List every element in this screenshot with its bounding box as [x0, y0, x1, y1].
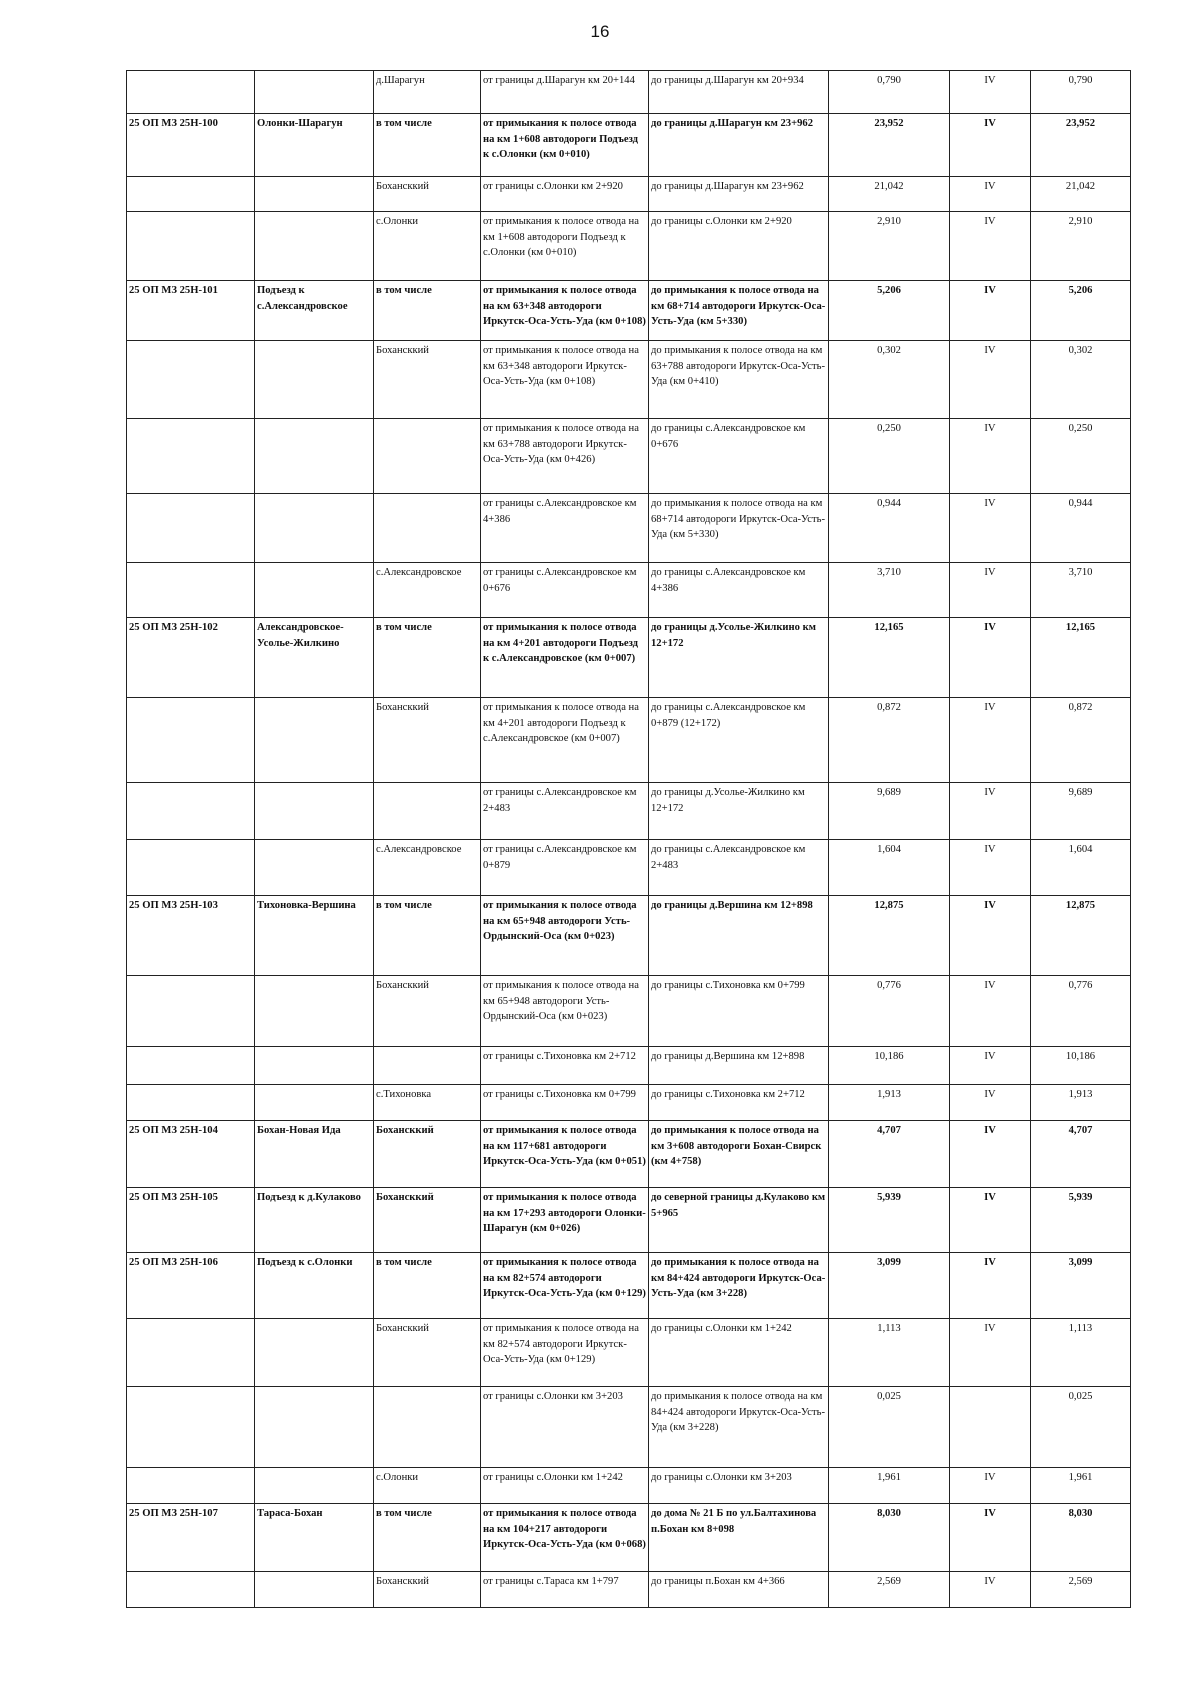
road-name-cell [255, 563, 374, 618]
road-code-cell [127, 494, 255, 563]
total-length-cell: 0,025 [1031, 1387, 1131, 1468]
section-end-cell: до границы п.Бохан км 4+366 [649, 1572, 829, 1608]
length-cell: 12,165 [829, 618, 950, 698]
table-row [127, 698, 1131, 783]
district-cell: Бохансккий [374, 1121, 481, 1188]
road-code-cell: 25 ОП МЗ 25Н-100 [127, 114, 255, 177]
category-cell: IV [950, 840, 1031, 896]
section-start-cell: от примыкания к полосе отвода на км 63+348 автодороги Иркутск-Оса-Усть-Уда (км 0+108) [481, 281, 649, 341]
district-cell: с.Олонки [374, 212, 481, 281]
length-cell: 5,206 [829, 281, 950, 341]
total-length-cell: 4,707 [1031, 1121, 1131, 1188]
section-end-cell: до границы с.Олонки км 1+242 [649, 1319, 829, 1387]
road-code-cell [127, 1468, 255, 1504]
total-length-cell: 21,042 [1031, 177, 1131, 212]
road-code-cell: 25 ОП МЗ 25Н-105 [127, 1188, 255, 1253]
table-row [127, 1047, 1131, 1085]
table-row [127, 71, 1131, 114]
category-cell: IV [950, 1085, 1031, 1121]
length-cell: 3,710 [829, 563, 950, 618]
section-end-cell: до границы д.Вершина км 12+898 [649, 1047, 829, 1085]
section-start-cell: от границы с.Олонки км 1+242 [481, 1468, 649, 1504]
road-name-cell [255, 1319, 374, 1387]
category-cell: IV [950, 71, 1031, 114]
category-cell [950, 1387, 1031, 1468]
length-cell: 3,099 [829, 1253, 950, 1319]
table-row [127, 1572, 1131, 1608]
length-cell: 0,302 [829, 341, 950, 419]
road-code-cell: 25 ОП МЗ 25Н-104 [127, 1121, 255, 1188]
length-cell: 21,042 [829, 177, 950, 212]
total-length-cell: 2,910 [1031, 212, 1131, 281]
section-end-cell: до границы д.Усолье-Жилкино км 12+172 [649, 618, 829, 698]
length-cell: 5,939 [829, 1188, 950, 1253]
road-name-cell [255, 1047, 374, 1085]
table-row [127, 419, 1131, 494]
section-end-cell: до границы с.Александровское км 2+483 [649, 840, 829, 896]
road-code-cell [127, 1085, 255, 1121]
category-cell: IV [950, 698, 1031, 783]
district-cell: Бохансккий [374, 1188, 481, 1253]
section-start-cell: от границы с.Тараса км 1+797 [481, 1572, 649, 1608]
district-cell: в том числе [374, 896, 481, 976]
road-name-cell [255, 783, 374, 840]
road-code-cell [127, 1047, 255, 1085]
length-cell: 23,952 [829, 114, 950, 177]
total-length-cell: 0,790 [1031, 71, 1131, 114]
district-cell: с.Олонки [374, 1468, 481, 1504]
district-cell: Бохансккий [374, 976, 481, 1047]
road-name-cell [255, 494, 374, 563]
total-length-cell: 0,250 [1031, 419, 1131, 494]
section-end-cell: до примыкания к полосе отвода на км 63+788 автодороги Иркутск-Оса-Усть-Уда (км 0+410) [649, 341, 829, 419]
section-end-cell: до северной границы д.Кулаково км 5+965 [649, 1188, 829, 1253]
section-start-cell: от примыкания к полосе отвода на км 82+574 автодороги Иркутск-Оса-Усть-Уда (км 0+129) [481, 1253, 649, 1319]
category-cell: IV [950, 618, 1031, 698]
district-cell: в том числе [374, 1504, 481, 1572]
total-length-cell: 0,944 [1031, 494, 1131, 563]
road-code-cell: 25 ОП МЗ 25Н-102 [127, 618, 255, 698]
road-code-cell [127, 1387, 255, 1468]
length-cell: 4,707 [829, 1121, 950, 1188]
road-name-cell [255, 840, 374, 896]
section-end-cell: до границы с.Александровское км 0+879 (12+172) [649, 698, 829, 783]
section-end-cell: до границы д.Шарагун км 23+962 [649, 114, 829, 177]
length-cell: 0,872 [829, 698, 950, 783]
section-start-cell: от примыкания к полосе отвода на км 4+201 автодороги Подъезд к с.Александровское (км 0+007) [481, 698, 649, 783]
total-length-cell: 0,872 [1031, 698, 1131, 783]
category-cell: IV [950, 896, 1031, 976]
length-cell: 0,790 [829, 71, 950, 114]
district-cell [374, 1387, 481, 1468]
section-end-cell: до границы д.Вершина км 12+898 [649, 896, 829, 976]
roads-table [126, 70, 1131, 1608]
total-length-cell: 2,569 [1031, 1572, 1131, 1608]
category-cell: IV [950, 1047, 1031, 1085]
table-row [127, 618, 1131, 698]
table-row [127, 896, 1131, 976]
road-name-cell [255, 1468, 374, 1504]
section-start-cell: от примыкания к полосе отвода на км 4+201 автодороги Подъезд к с.Александровское (км 0+007) [481, 618, 649, 698]
length-cell: 1,113 [829, 1319, 950, 1387]
road-code-cell [127, 71, 255, 114]
length-cell: 1,961 [829, 1468, 950, 1504]
section-end-cell: до границы с.Олонки км 2+920 [649, 212, 829, 281]
section-start-cell: от примыкания к полосе отвода на км 117+681 автодороги Иркутск-Оса-Усть-Уда (км 0+051) [481, 1121, 649, 1188]
district-cell: Бохансккий [374, 1572, 481, 1608]
category-cell: IV [950, 341, 1031, 419]
section-end-cell: до примыкания к полосе отвода на км 84+424 автодороги Иркутск-Оса-Усть-Уда (км 3+228) [649, 1253, 829, 1319]
category-cell: IV [950, 212, 1031, 281]
roads-table-body [127, 71, 1131, 1608]
length-cell: 0,250 [829, 419, 950, 494]
road-name-cell: Александровское-Усолье-Жилкино [255, 618, 374, 698]
road-name-cell [255, 1085, 374, 1121]
table-row [127, 783, 1131, 840]
table-row [127, 1188, 1131, 1253]
section-start-cell: от границы с.Олонки км 3+203 [481, 1387, 649, 1468]
road-name-cell [255, 177, 374, 212]
section-end-cell: до границы с.Александровское км 0+676 [649, 419, 829, 494]
total-length-cell: 1,113 [1031, 1319, 1131, 1387]
total-length-cell: 23,952 [1031, 114, 1131, 177]
table-row [127, 1504, 1131, 1572]
total-length-cell: 3,710 [1031, 563, 1131, 618]
table-row [127, 563, 1131, 618]
section-start-cell: от границы с.Александровское км 4+386 [481, 494, 649, 563]
total-length-cell: 1,604 [1031, 840, 1131, 896]
section-end-cell: до границы с.Тихоновка км 2+712 [649, 1085, 829, 1121]
page-number: 16 [590, 22, 610, 41]
length-cell: 9,689 [829, 783, 950, 840]
road-name-cell [255, 212, 374, 281]
district-cell: в том числе [374, 281, 481, 341]
road-name-cell [255, 1572, 374, 1608]
road-code-cell [127, 1572, 255, 1608]
section-end-cell: до примыкания к полосе отвода на км 68+714 автодороги Иркутск-Оса-Усть-Уда (км 5+330) [649, 281, 829, 341]
category-cell: IV [950, 1468, 1031, 1504]
table-row [127, 1468, 1131, 1504]
table-row [127, 212, 1131, 281]
road-name-cell: Тараса-Бохан [255, 1504, 374, 1572]
total-length-cell: 3,099 [1031, 1253, 1131, 1319]
category-cell: IV [950, 1121, 1031, 1188]
road-code-cell: 25 ОП МЗ 25Н-106 [127, 1253, 255, 1319]
district-cell: Бохансккий [374, 1319, 481, 1387]
section-start-cell: от границы с.Тихоновка км 2+712 [481, 1047, 649, 1085]
category-cell: IV [950, 1319, 1031, 1387]
total-length-cell: 1,961 [1031, 1468, 1131, 1504]
category-cell: IV [950, 1504, 1031, 1572]
category-cell: IV [950, 1188, 1031, 1253]
category-cell: IV [950, 1572, 1031, 1608]
total-length-cell: 12,165 [1031, 618, 1131, 698]
section-start-cell: от границы д.Шарагун км 20+144 [481, 71, 649, 114]
table-row [127, 281, 1131, 341]
table-row [127, 1085, 1131, 1121]
district-cell: с.Тихоновка [374, 1085, 481, 1121]
table-row [127, 1387, 1131, 1468]
road-code-cell [127, 177, 255, 212]
total-length-cell: 0,776 [1031, 976, 1131, 1047]
road-code-cell [127, 563, 255, 618]
district-cell: д.Шарагун [374, 71, 481, 114]
road-name-cell: Подъезд к с.Александровское [255, 281, 374, 341]
road-code-cell [127, 419, 255, 494]
district-cell: Бохансккий [374, 341, 481, 419]
table-row [127, 1121, 1131, 1188]
road-code-cell: 25 ОП МЗ 25Н-103 [127, 896, 255, 976]
total-length-cell: 10,186 [1031, 1047, 1131, 1085]
length-cell: 0,776 [829, 976, 950, 1047]
section-end-cell: до примыкания к полосе отвода на км 68+714 автодороги Иркутск-Оса-Усть-Уда (км 5+330) [649, 494, 829, 563]
road-code-cell [127, 698, 255, 783]
total-length-cell: 5,206 [1031, 281, 1131, 341]
section-start-cell: от примыкания к полосе отвода на км 1+608 автодороги Подъезд к с.Олонки (км 0+010) [481, 212, 649, 281]
length-cell: 12,875 [829, 896, 950, 976]
road-code-cell [127, 840, 255, 896]
section-start-cell: от границы с.Александровское км 2+483 [481, 783, 649, 840]
total-length-cell: 1,913 [1031, 1085, 1131, 1121]
table-row [127, 1319, 1131, 1387]
section-start-cell: от примыкания к полосе отвода на км 65+948 автодороги Усть-Ордынский-Оса (км 0+023) [481, 896, 649, 976]
section-start-cell: от примыкания к полосе отвода на км 65+948 автодороги Усть-Ордынский-Оса (км 0+023) [481, 976, 649, 1047]
category-cell: IV [950, 783, 1031, 840]
section-end-cell: до дома № 21 Б по ул.Балтахинова п.Бохан км 8+098 [649, 1504, 829, 1572]
length-cell: 2,910 [829, 212, 950, 281]
road-name-cell [255, 976, 374, 1047]
district-cell [374, 494, 481, 563]
category-cell: IV [950, 281, 1031, 341]
section-start-cell: от примыкания к полосе отвода на км 104+217 автодороги Иркутск-Оса-Усть-Уда (км 0+068) [481, 1504, 649, 1572]
table-row [127, 114, 1131, 177]
section-start-cell: от примыкания к полосе отвода на км 82+574 автодороги Иркутск-Оса-Усть-Уда (км 0+129) [481, 1319, 649, 1387]
district-cell: в том числе [374, 1253, 481, 1319]
length-cell: 0,944 [829, 494, 950, 563]
road-code-cell [127, 1319, 255, 1387]
length-cell: 1,604 [829, 840, 950, 896]
road-name-cell [255, 419, 374, 494]
section-start-cell: от границы с.Тихоновка км 0+799 [481, 1085, 649, 1121]
category-cell: IV [950, 114, 1031, 177]
table-row [127, 840, 1131, 896]
section-end-cell: до границы д.Шарагун км 23+962 [649, 177, 829, 212]
section-start-cell: от примыкания к полосе отвода на км 63+788 автодороги Иркутск-Оса-Усть-Уда (км 0+426) [481, 419, 649, 494]
total-length-cell: 8,030 [1031, 1504, 1131, 1572]
section-end-cell: до границы с.Тихоновка км 0+799 [649, 976, 829, 1047]
district-cell [374, 783, 481, 840]
road-name-cell: Подъезд к с.Олонки [255, 1253, 374, 1319]
total-length-cell: 9,689 [1031, 783, 1131, 840]
section-start-cell: от примыкания к полосе отвода на км 1+608 автодороги Подъезд к с.Олонки (км 0+010) [481, 114, 649, 177]
section-start-cell: от границы с.Александровское км 0+676 [481, 563, 649, 618]
road-code-cell: 25 ОП МЗ 25Н-107 [127, 1504, 255, 1572]
length-cell: 2,569 [829, 1572, 950, 1608]
road-name-cell: Подъезд к д.Кулаково [255, 1188, 374, 1253]
district-cell [374, 1047, 481, 1085]
total-length-cell: 0,302 [1031, 341, 1131, 419]
category-cell: IV [950, 563, 1031, 618]
section-start-cell: от примыкания к полосе отвода на км 17+293 автодороги Олонки-Шарагун (км 0+026) [481, 1188, 649, 1253]
road-code-cell [127, 976, 255, 1047]
road-name-cell: Олонки-Шарагун [255, 114, 374, 177]
length-cell: 8,030 [829, 1504, 950, 1572]
table-row [127, 976, 1131, 1047]
district-cell: Бохансккий [374, 698, 481, 783]
section-end-cell: до границы с.Александровское км 4+386 [649, 563, 829, 618]
district-cell: в том числе [374, 114, 481, 177]
section-end-cell: до примыкания к полосе отвода на км 3+608 автодороги Бохан-Свирск (км 4+758) [649, 1121, 829, 1188]
section-end-cell: до границы д.Шарагун км 20+934 [649, 71, 829, 114]
total-length-cell: 5,939 [1031, 1188, 1131, 1253]
section-end-cell: до границы д.Усолье-Жилкино км 12+172 [649, 783, 829, 840]
category-cell: IV [950, 419, 1031, 494]
district-cell: с.Александровское [374, 840, 481, 896]
road-code-cell [127, 341, 255, 419]
road-name-cell [255, 698, 374, 783]
road-code-cell: 25 ОП МЗ 25Н-101 [127, 281, 255, 341]
district-cell: в том числе [374, 618, 481, 698]
road-name-cell [255, 71, 374, 114]
road-code-cell [127, 783, 255, 840]
table-row [127, 494, 1131, 563]
length-cell: 0,025 [829, 1387, 950, 1468]
road-name-cell [255, 1387, 374, 1468]
road-name-cell: Тихоновка-Вершина [255, 896, 374, 976]
length-cell: 1,913 [829, 1085, 950, 1121]
district-cell: с.Александровское [374, 563, 481, 618]
section-start-cell: от границы с.Олонки км 2+920 [481, 177, 649, 212]
total-length-cell: 12,875 [1031, 896, 1131, 976]
category-cell: IV [950, 1253, 1031, 1319]
table-row [127, 1253, 1131, 1319]
category-cell: IV [950, 177, 1031, 212]
table-row [127, 341, 1131, 419]
section-start-cell: от границы с.Александровское км 0+879 [481, 840, 649, 896]
road-name-cell: Бохан-Новая Ида [255, 1121, 374, 1188]
category-cell: IV [950, 494, 1031, 563]
section-start-cell: от примыкания к полосе отвода на км 63+348 автодороги Иркутск-Оса-Усть-Уда (км 0+108) [481, 341, 649, 419]
length-cell: 10,186 [829, 1047, 950, 1085]
section-end-cell: до примыкания к полосе отвода на км 84+424 автодороги Иркутск-Оса-Усть-Уда (км 3+228) [649, 1387, 829, 1468]
district-cell [374, 419, 481, 494]
district-cell: Бохансккий [374, 177, 481, 212]
category-cell: IV [950, 976, 1031, 1047]
section-end-cell: до границы с.Олонки км 3+203 [649, 1468, 829, 1504]
table-row [127, 177, 1131, 212]
road-name-cell [255, 341, 374, 419]
road-code-cell [127, 212, 255, 281]
